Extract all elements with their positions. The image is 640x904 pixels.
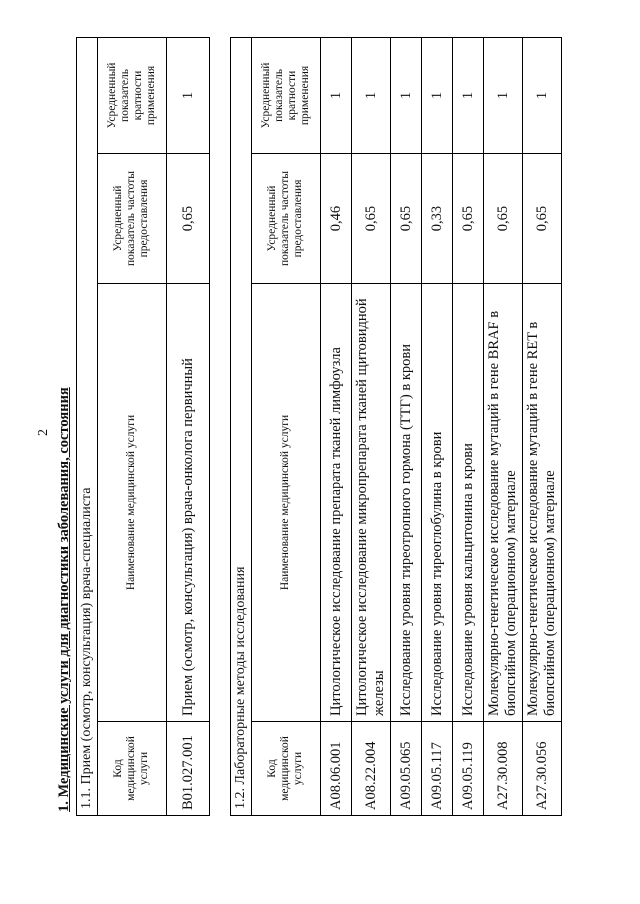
service-multiplicity: 1 (452, 37, 483, 153)
service-code: A27.30.056 (522, 722, 561, 816)
table-row (390, 37, 421, 815)
service-frequency: 0,65 (483, 154, 522, 284)
service-code: B01.027.001 (166, 722, 209, 816)
subsection-1-title: 1.1. Прием (осмотр, консультация) врача-специалиста (77, 37, 98, 815)
service-multiplicity: 1 (421, 37, 452, 153)
service-name: Цитологическое исследование препарата тканей лимфоузла (320, 284, 351, 722)
subsection-2-title: 1.2. Лабораторные методы исследования (231, 37, 252, 815)
service-code: A09.05.119 (452, 722, 483, 816)
header-multiplicity: Усредненный показатель кратности применения (251, 37, 320, 153)
service-frequency: 0,65 (390, 154, 421, 284)
service-code: A09.05.117 (421, 722, 452, 816)
table-row (421, 37, 452, 815)
table-1-1-header-row (97, 37, 166, 815)
table-1-1-caption-row (77, 37, 98, 815)
table-row (452, 37, 483, 815)
service-name: Цитологическое исследование микропрепарата тканей щитовидной железы (351, 284, 390, 722)
service-frequency: 0,65 (351, 154, 390, 284)
table-row (483, 37, 522, 815)
service-multiplicity: 1 (522, 37, 561, 153)
service-multiplicity: 1 (483, 37, 522, 153)
service-name: Прием (осмотр, консультация) врача-онколога первичный (166, 284, 209, 722)
service-frequency: 0,65 (452, 154, 483, 284)
service-code: A08.06.001 (320, 722, 351, 816)
service-multiplicity: 1 (351, 37, 390, 153)
table-1-2-header-row (251, 37, 320, 815)
service-multiplicity: 1 (390, 37, 421, 153)
table-row (166, 37, 209, 815)
header-multiplicity: Усредненный показатель кратности применения (97, 37, 166, 153)
section-title: 1. Медицинские услуги для диагностики заболевания, состояния (56, 387, 72, 812)
header-frequency: Усредненный показатель частоты предоставления (251, 154, 320, 284)
service-code: A09.05.065 (390, 722, 421, 816)
service-frequency: 0,33 (421, 154, 452, 284)
table-row (522, 37, 561, 815)
table-row (320, 37, 351, 815)
table-1-1 (76, 37, 210, 816)
service-code: A27.30.008 (483, 722, 522, 816)
service-frequency: 0,46 (320, 154, 351, 284)
service-name: Молекулярно-генетическое исследование мутаций в гене RET в биопсийном (операционном) материале (522, 284, 561, 722)
header-name: Наименование медицинской услуги (97, 284, 166, 722)
table-row (351, 37, 390, 815)
header-frequency: Усредненный показатель частоты предоставления (97, 154, 166, 284)
table-1-2-caption-row (231, 37, 252, 815)
service-name: Молекулярно-генетическое исследование мутаций в гене BRAF в биопсийном (операционном) материале (483, 284, 522, 722)
header-code: Код медицинской услуги (251, 722, 320, 816)
service-frequency: 0,65 (166, 154, 209, 284)
header-name: Наименование медицинской услуги (251, 284, 320, 722)
service-name: Исследование уровня тиреотропного гормона (ТТГ) в крови (390, 284, 421, 722)
service-multiplicity: 1 (166, 37, 209, 153)
service-frequency: 0,65 (522, 154, 561, 284)
service-multiplicity: 1 (320, 37, 351, 153)
page-number: 2 (36, 429, 51, 436)
service-name: Исследование уровня тиреоглобулина в крови (421, 284, 452, 722)
service-name: Исследование уровня кальцитонина в крови (452, 284, 483, 722)
service-code: A08.22.004 (351, 722, 390, 816)
header-code: Код медицинской услуги (97, 722, 166, 816)
table-1-2 (230, 37, 562, 816)
